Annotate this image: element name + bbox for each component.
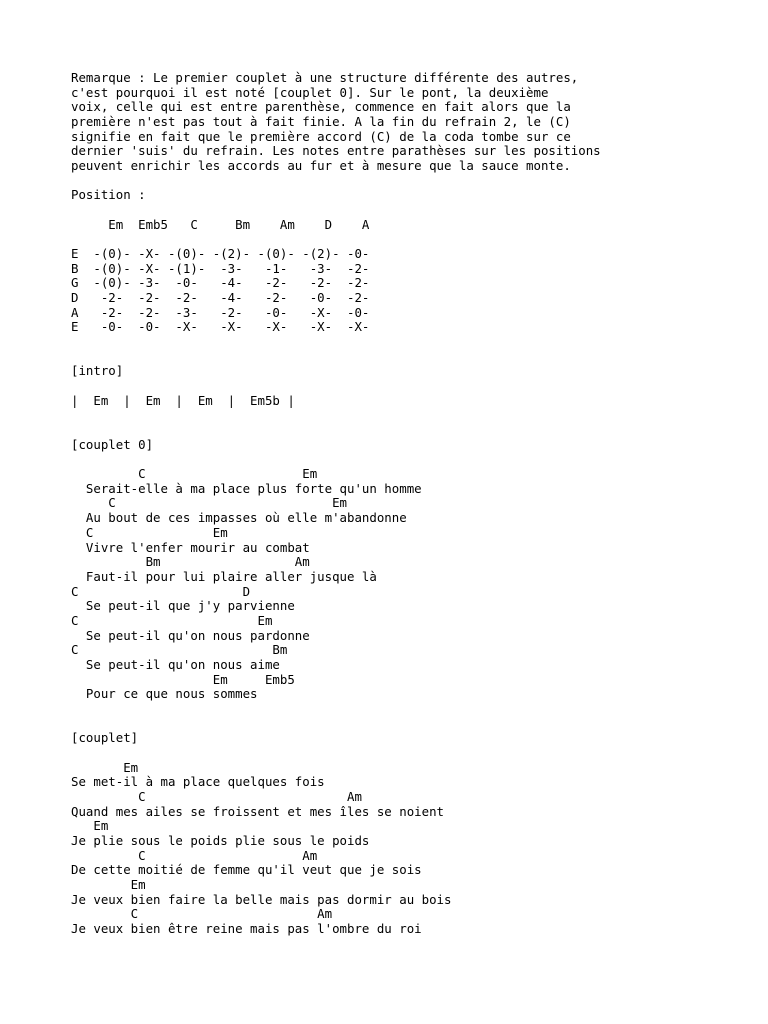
spacer (71, 174, 751, 189)
intro-chord-bars: | Em | Em | Em | Em5b | (71, 392, 295, 408)
spacer (71, 232, 751, 247)
spacer (71, 717, 751, 732)
remark-paragraph: Remarque : Le premier couplet à une structure différente des autres, c'est pourquoi il est noté [couplet 0]. Sur le pont, la deuxième voix, celle qui est entre parenthèse, commence en fait alors que la première n'est pas tout à fait finie. A la fin du refrain 2, le (C) signifie en fait que le première accord (C) de la coda tombe sur ce dernier 'suis' du refrain. Les notes entre parathèses sur les positions peuvent enrichir les accords au fur et à mesure que la sauce monte. (71, 70, 601, 174)
spacer (71, 350, 751, 365)
spacer (71, 452, 751, 467)
spacer (71, 335, 751, 350)
chord-position-table: E -(0)- -X- -(0)- -(2)- -(0)- -(2)- -0- B -(0)- -X- -(1)- -3- -1- -3- -2- G -(0)- -3- -0- -4- -2- -2- -2- D -2- -2- -2- -4- -2- -0- -2- A -2- -2- -3- -2- -0- -X- -0- E -0- -0- -X- -X- -X- -X- -X- (71, 246, 370, 335)
spacer (71, 746, 751, 761)
chord-name-header: Em Emb5 C Bm Am D A (71, 216, 370, 232)
spacer (71, 423, 751, 438)
spacer (71, 408, 751, 423)
intro-heading: [intro] (71, 363, 124, 379)
song-sheet (71, 71, 751, 937)
spacer (71, 379, 751, 394)
position-heading: Position : (71, 187, 146, 203)
couplet-heading: [couplet] (71, 730, 139, 746)
spacer (71, 203, 751, 218)
couplet0-lyrics: C Em Serait-elle à ma place plus forte qu'un homme C Em Au bout de ces impasses où elle m'abandonne C Em Vivre l'enfer mourir au combat Bm Am Faut-il pour lui plaire aller jusque là C D Se peut-il que j'y parvienne C Em Se peut-il qu'on nous pardonne C Bm Se peut-il qu'on nous aime Em Emb5 Pour ce que nous sommes (71, 466, 422, 702)
spacer (71, 702, 751, 717)
couplet0-heading: [couplet 0] (71, 436, 154, 452)
couplet-lyrics: Em Se met-il à ma place quelques fois C Am Quand mes ailes se froissent et mes îles se noient Em Je plie sous le poids plie sous le poids C Am De cette moitié de femme qu'il veut que je sois Em Je veux bien faire la belle mais pas dormir au bois C Am Je veux bien être reine mais pas l'ombre du roi (71, 759, 452, 936)
